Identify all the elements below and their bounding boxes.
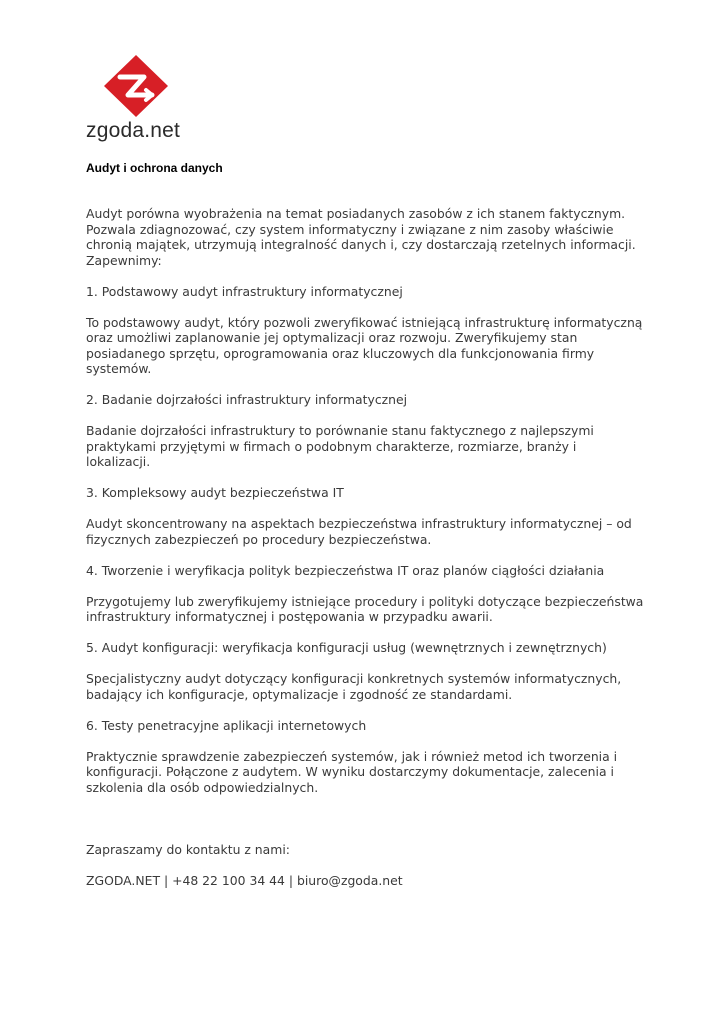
zgoda-logo-mark-icon — [86, 55, 196, 117]
contact-line: ZGODA.NET | +48 22 100 34 44 | biuro@zgoda.net — [86, 872, 403, 888]
contact-invite: Zapraszamy do kontaktu z nami: — [86, 841, 290, 857]
item-heading-6: 6. Testy penetracyjne aplikacji internetowych — [86, 717, 367, 733]
document-title: Audyt i ochrona danych — [86, 161, 223, 175]
document-body — [86, 160, 646, 888]
company-logo — [86, 55, 196, 147]
item-heading-3: 3. Kompleksowy audyt bezpieczeństwa IT — [86, 485, 344, 500]
item-body-2: Badanie dojrzałości infrastruktury to porównanie stanu faktycznego z najlepszymi praktykami przyjętymi w firmach o podobnym charakterze, rozmiarze, branży i lokalizacji. — [86, 423, 594, 469]
logo-wordmark: zgoda.net — [86, 119, 181, 142]
item-body-6: Praktycznie sprawdzenie zabezpieczeń systemów, jak i również metod ich tworzenia i konfiguracji. Połączone z audytem. W wyniku dostarczymy dokumentacje, zalecenia i szkolenia dla osób odpowiedzialnych. — [86, 748, 618, 795]
item-heading-2: 2. Badanie dojrzałości infrastruktury informatycznej — [86, 392, 408, 407]
item-body-4: Przygotujemy lub zweryfikujemy istniejące procedury i polityki dotyczące bezpieczeństwa infrastruktury informatycznej i postępowania w przypadku awarii. — [86, 593, 644, 624]
item-body-1: To podstawowy audyt, który pozwoli zweryfikować istniejącą infrastrukturę informatyczną oraz umożliwi zaplanowanie jej optymalizacji oraz rozwoju. Zweryfikujemy stan posiadanego sprzętu, oprogramowania oraz kluczowych dla funkcjonowania firmy systemów. — [86, 314, 643, 376]
item-heading-4: 4. Tworzenie i weryfikacja polityk bezpieczeństwa IT oraz planów ciągłości działania — [86, 562, 605, 578]
item-heading-1: 1. Podstawowy audyt infrastruktury informatycznej — [86, 283, 403, 299]
item-body-5: Specjalistyczny audyt dotyczący konfiguracji konkretnych systemów informatycznych, badający ich konfiguracje, optymalizacje i zgodność ze standardami. — [86, 671, 622, 702]
item-body-3: Audyt skoncentrowany na aspektach bezpieczeństwa infrastruktury informatycznej – od fizycznych zabezpieczeń po procedury bezpieczeństwa. — [86, 516, 632, 547]
item-heading-5: 5. Audyt konfiguracji: weryfikacja konfiguracji usług (wewnętrznych i zewnętrznych) — [86, 640, 607, 655]
intro-paragraph: Audyt porówna wyobrażenia na temat posiadanych zasobów z ich stanem faktycznym. Pozwala zdiagnozować, czy system informatyczny i związane z nim zasoby właściwie chronią majątek, utrzymują integralność danych i, czy dostarczają rzetelnych informacji. Zapewnimy: — [86, 206, 636, 268]
